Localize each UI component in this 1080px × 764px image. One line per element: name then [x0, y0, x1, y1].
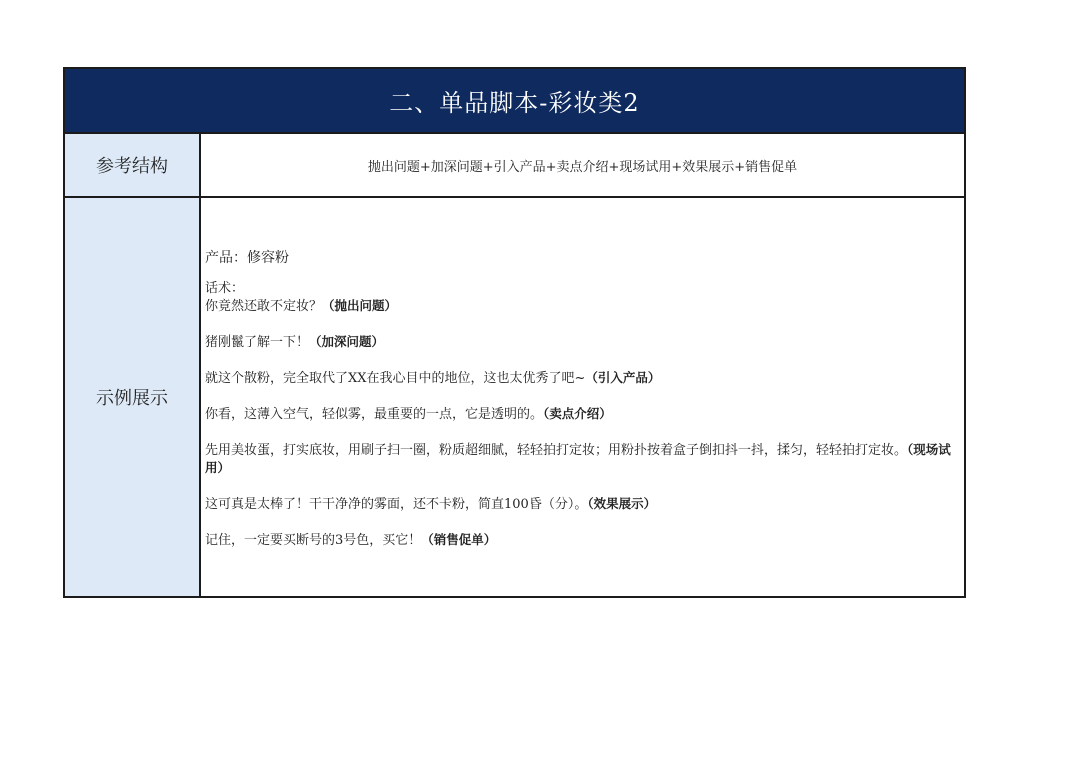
- script-line-tag: （效果展示）: [587, 496, 657, 511]
- structure-row: [65, 134, 964, 198]
- script-line: [205, 405, 956, 423]
- script-line: [205, 441, 956, 477]
- example-row: [65, 198, 964, 596]
- script-line-text: 先用美妆蛋，打实底妆，用刷子扫一圈，粉质超细腻，轻轻拍打定妆；用粉扑按着盒子倒扣抖一抖，揉匀，轻轻拍打定妆。: [205, 443, 908, 458]
- script-line-text: 就这个散粉，完全取代了XX在我心目中的地位，这也太优秀了吧~: [205, 371, 586, 386]
- script-line-tag: （加深问题）: [309, 334, 385, 349]
- script-line-tag: （现场试用）: [205, 442, 951, 475]
- script-line-text: 记住，一定要买断号的3号色，买它！: [205, 533, 422, 548]
- script-line-text: 你看，这薄入空气，轻似雾，最重要的一点，它是透明的。: [205, 407, 544, 422]
- script-line: [205, 333, 956, 351]
- example-content: [201, 198, 964, 596]
- example-label: 示例展示: [65, 198, 201, 596]
- script-line-tag: （卖点介绍）: [543, 406, 612, 421]
- product-name: 产品：修容粉: [205, 250, 289, 266]
- script-line-text: 猪刚鬣了解一下！: [205, 335, 310, 350]
- script-line: [205, 369, 956, 387]
- script-line: [205, 531, 956, 549]
- script-line-tag: （引入产品）: [585, 370, 661, 385]
- script-line: [205, 495, 956, 513]
- script-line-tag: （销售促单）: [421, 532, 497, 547]
- script-line-text: 你竟然还敢不定妆？: [205, 299, 323, 314]
- table-title: 二、单品脚本-彩妆类2: [65, 69, 964, 134]
- script-label: 话术：: [205, 281, 245, 296]
- script-table: [63, 67, 966, 598]
- script-line: [205, 297, 956, 315]
- structure-label: 参考结构: [65, 134, 201, 196]
- script-line-tag: （抛出问题）: [322, 298, 398, 313]
- script-line-text: 这可真是太棒了！干干净净的雾面，还不卡粉，简直100昏（分）。: [205, 497, 588, 512]
- structure-value: 抛出问题+加深问题+引入产品+卖点介绍+现场试用+效果展示+销售促单: [367, 159, 798, 175]
